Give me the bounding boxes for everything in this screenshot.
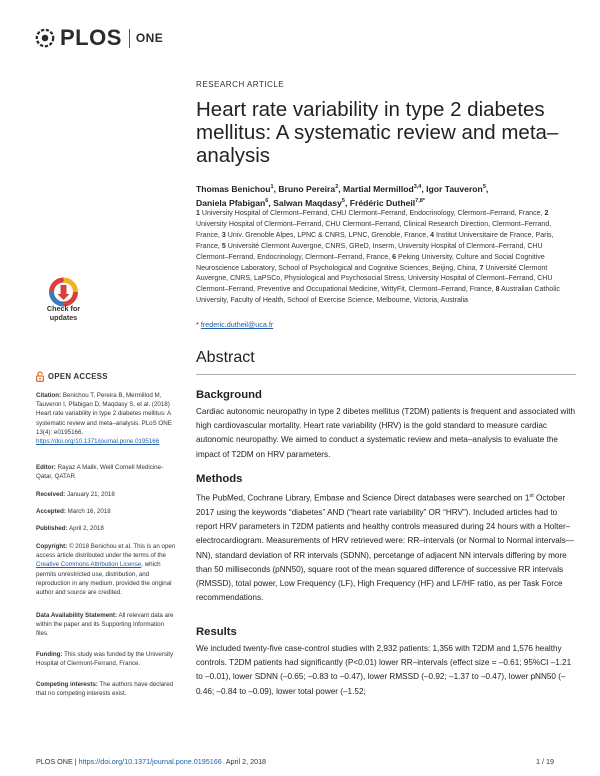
copyright-block <box>36 542 178 597</box>
competing-interests-text: The authors have declared that no competing interests exist. <box>36 681 174 698</box>
affil-text: Australian Catholic University, Faculty of Health, School of Exercise Science, Melbourne, Victoria, Australia <box>196 286 560 305</box>
published-block <box>36 524 178 533</box>
logo-plos-text: PLOS <box>60 25 122 50</box>
affil-text: University Hospital of Clermont–Ferrand, CHU Clermont–Ferrand, Endocrinology, Clermont–Ferrand, France, <box>201 210 543 217</box>
footer-separator: | <box>72 757 79 766</box>
author-sup: 7,8* <box>415 198 425 205</box>
check-for-updates-label[interactable] <box>36 305 91 322</box>
affil-text: Université Clermont Auvergne, CNRS, LaPSCo, Physiological and Psychosocial Stress, University Hospital of Clermont–Ferrand, CHU Clermont–Ferrand, Preventive and Occupational Medicine, WittyFit, Clermont–Ferrand, France, <box>196 264 553 294</box>
methods-text-a: The PubMed, Cochrane Library, Embase and Science Direct databases were searched on 1 <box>196 493 530 503</box>
author-sup: 6 <box>265 198 269 205</box>
author[interactable]: Salwan Maqdasy <box>273 198 342 209</box>
author-list: Thomas Benichou$^1$, Bruno Pereira$^2$, Martial Mermillod$^{3,4}$, Igor Tauveron$^5$, Daniela Pfabigan$^6$, Salwan Maqdasy$^5$, Frédéric Dutheil$^{7,8*}$ <box>196 183 489 209</box>
open-access-lock-icon <box>36 371 44 382</box>
author-sup: 3,4 <box>413 184 422 190</box>
citation-doi-link[interactable]: https://doi.org/10.1371/journal.pone.0195166 <box>36 438 160 446</box>
methods-sup: st <box>529 493 534 499</box>
plos-one-logo[interactable] <box>34 27 163 49</box>
affil-text: Institut Universitaire de France, Paris, France, <box>196 231 554 250</box>
data-availability-text: All relevant data are within the paper and its Supporting Information files. <box>36 612 174 638</box>
affil-text: University Hospital of Clermont–Ferrand, CHU Clermont–Ferrand, Clinical Research Direction, Clermont–Ferrand, France, <box>196 220 552 239</box>
article-type: RESEARCH ARTICLE <box>196 80 285 89</box>
author[interactable]: Thomas Benichou <box>196 183 271 194</box>
editor-label: Editor: <box>36 464 56 471</box>
author-sup: 5 <box>482 184 486 190</box>
affiliations <box>196 209 576 307</box>
affil-num: 4 <box>430 231 435 239</box>
affil-num: 1 <box>196 210 200 217</box>
footer-doi-link[interactable]: https://doi.org/10.1371/journal.pone.0195166 <box>78 757 222 766</box>
accepted-text: March 16, 2018 <box>67 508 111 515</box>
competing-interests-block <box>36 680 178 698</box>
data-availability-label: Data Availability Statement: <box>36 612 118 619</box>
published-label: Published: <box>36 525 68 532</box>
author-sup: 5 <box>341 198 345 205</box>
copyright-label: Copyright: <box>36 543 68 550</box>
affil-text: Université Clermont Auvergne, CNRS, GReD, Inserm, University Hospital of Clermont–Ferrand, CHU Clermont–Ferrand, Endocrinology, Clermont–Ferrand, France, <box>196 242 543 261</box>
accepted-block <box>36 507 178 516</box>
copyright-text-b: , which permits unrestricted use, distribution, and reproduction in any medium, provided the original author and source are credited. <box>36 561 172 597</box>
results-heading: Results <box>196 626 237 638</box>
page-number: 1 / 19 <box>536 757 554 766</box>
plos-logo-icon <box>34 27 56 49</box>
affil-text: Univ. Grenoble Alpes, LPNC & CNRS, LPNC, Grenoble, France, <box>227 231 429 239</box>
author-sup: 1 <box>270 184 274 190</box>
affil-num: 7 <box>479 264 484 272</box>
logo-divider <box>129 29 130 48</box>
author[interactable]: Frédéric Dutheil <box>349 198 416 209</box>
corresponding-email <box>196 320 576 329</box>
email-marker: * <box>196 320 199 329</box>
abstract-divider <box>196 374 576 375</box>
footer-date: April 2, 2018 <box>225 757 267 766</box>
editor-text: Rayaz A Malik, Weill Cornell Medicine-Qatar, QATAR <box>36 464 164 481</box>
received-text: January 21, 2018 <box>66 491 115 498</box>
received-label: Received: <box>36 491 66 498</box>
author[interactable]: Martial Mermillod <box>343 183 414 194</box>
received-block <box>36 490 178 499</box>
footer-journal: PLOS ONE <box>36 757 73 766</box>
citation-label: Citation: <box>36 392 62 399</box>
open-access-label: OPEN ACCESS <box>48 371 108 381</box>
methods-heading: Methods <box>196 473 243 485</box>
copyright-text-a: © 2018 Benichou et al. This is an open access article distributed under the terms of the <box>36 543 176 560</box>
author[interactable]: Igor Tauveron <box>426 183 483 194</box>
methods-text <box>196 489 576 605</box>
author-sup: 2 <box>335 184 339 190</box>
affil-text: Peking University, Culture and Social Cognitive Neuroscience Laboratory, School of Psychological and Cognitive Sciences, Beijing, China, <box>196 253 545 272</box>
background-text: Cardiac autonomic neuropathy in type 2 dibetes mellitus (T2DM) patients is frequent and associated with high cardiovascular mortality. Heart rate variability (HRV) is the gold standard to measure cardiac autonomic neuropathy. We aimed to conduct a systematic review and meta–analysis to evaluate the impact of T2DM on HRV parameters. <box>196 407 576 459</box>
abstract-heading: Abstract <box>196 349 255 366</box>
check-label-line2: updates <box>49 312 78 322</box>
accepted-label: Accepted: <box>36 508 66 515</box>
background-heading: Background <box>196 389 262 401</box>
license-link[interactable]: Creative Commons Attribution License <box>36 561 142 569</box>
funding-label: Funding: <box>36 651 63 658</box>
published-text: April 2, 2018 <box>69 525 104 532</box>
methods-text-b: October 2017 using the keywords “diabetes” AND (“heart rate variability” OR “HRV”). Included articles had to report HRV parameters in T2DM patients and healthy controls measured during 24 hours with a Holter–electrocardiogram. Measurements of HRV retrieved were: RR–intervals (or Normal to Normal intervals—NN), standard deviation of RR intervals (SDNN), percetange of adjacent NN intervals differing by more than 50 milliseconds (pNN50), square root of the mean squared difference of successive RR intervals (RMSSD), total power, Low Frequency (LF), High Frequency (HF) and LF/HF ratio, as per Task Force recommendations. <box>196 493 574 603</box>
results-text: We included twenty-five case-control studies with 2,932 patients: 1,356 with T2DM and 1,576 healthy controls. T2DM patients had significantly (P<0.01) lower RR–intervals (effect size = –0.61; 95%CI –1.21 to –0.01), lower SDNN (–0.65; –0.83 to –0.47), lower RMSSD (–0.92; –1.37 to –0.47), lower pNN50 (–0.46; –0.84 to –0.09), lower total power (–1.52; <box>196 644 572 696</box>
footer-left <box>36 757 266 766</box>
check-updates-icon <box>36 277 91 307</box>
affil-num: 3 <box>221 231 226 239</box>
editor-block <box>36 463 178 481</box>
competing-interests-label: Competing interests: <box>36 681 98 688</box>
author[interactable]: Bruno Pereira <box>278 183 336 194</box>
open-access <box>36 371 178 382</box>
funding-block <box>36 650 178 668</box>
logo-journal-text: ONE <box>135 31 164 45</box>
author[interactable]: Daniela Pfabigan <box>196 198 266 209</box>
article-title: Heart rate variability in type 2 diabetes mellitus: A systematic review and meta–analysis <box>196 98 559 167</box>
affil-num: 6 <box>392 253 397 261</box>
funding-text: This study was funded by the University Hospital of Clermont-Ferrand, France. <box>36 651 174 668</box>
check-label-line1: Check for <box>46 304 81 313</box>
affil-num: 2 <box>544 210 549 217</box>
data-availability-block <box>36 611 178 639</box>
affil-num: 8 <box>495 286 500 294</box>
citation-text: Benichou T, Pereira B, Mermillod M, Tauveron I, Pfabigan D, Maqdasy S, et al. (2018) Heart rate variability in type 2 diabetes mellitus: A systematic review and meta–analysis. PLoS ONE 13(4): e0195166. <box>36 392 172 436</box>
email-link[interactable]: frederic.dutheil@uca.fr <box>200 320 274 329</box>
affil-num: 5 <box>221 242 226 250</box>
citation-block <box>36 391 178 446</box>
